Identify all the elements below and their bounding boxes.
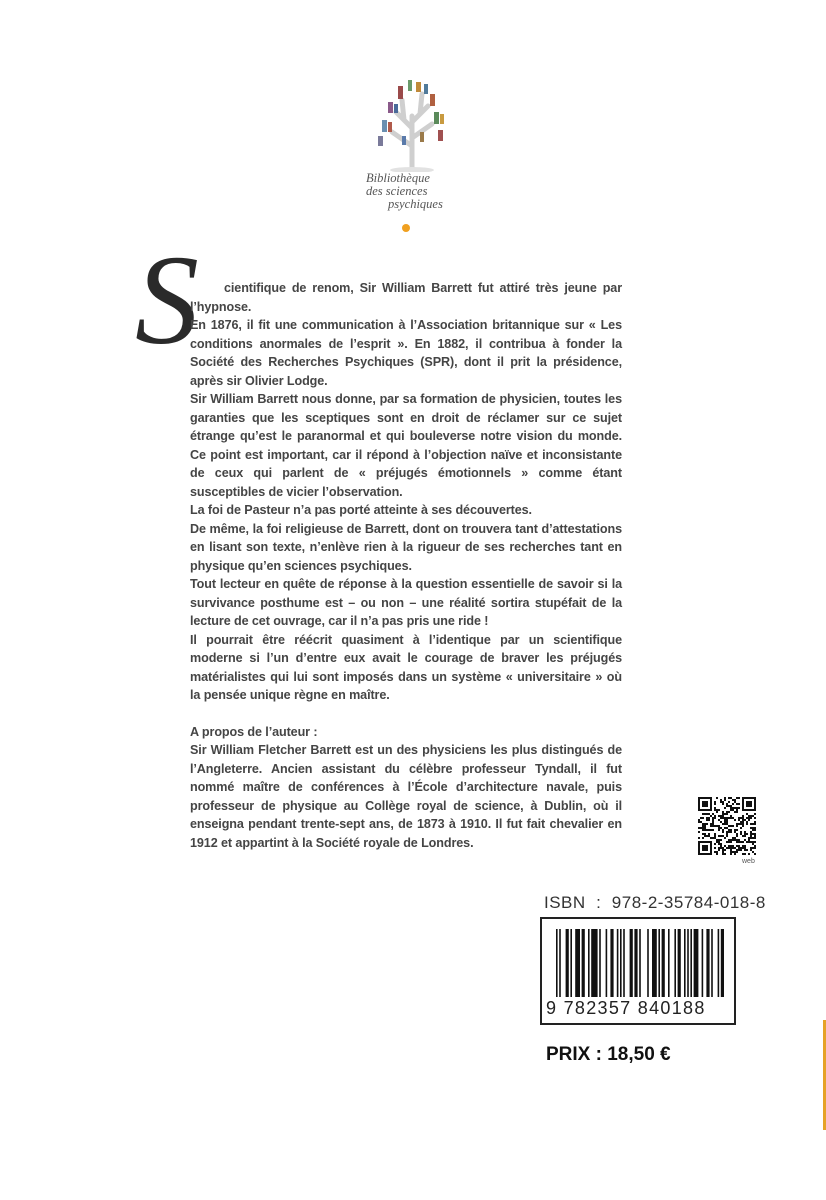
qr-code-icon (698, 797, 756, 855)
paragraph-1: cientifique de renom, Sir William Barrett fut attiré très jeune par l’hypnose. (190, 281, 622, 314)
collection-line-1: Bibliothèque (366, 171, 430, 185)
paragraph-7: Il pourrait être réécrit quasiment à l’identique par un scientifique moderne si l’un d’entre eux avait le courage de braver les préjugés matérialistes qui lui sont imposés dans un système « universitaire » où la pensée unique règne en maître. (190, 632, 622, 702)
collection-title (366, 172, 476, 211)
collection-line-2: des sciences (366, 184, 428, 198)
paragraph-6: Tout lecteur en quête de réponse à la question essentielle de savoir si la survivance posthume est – ou non – une réalité sortira stupéfait de la lecture de cet ouvrage, car il n’a pas pris une ride ! (190, 577, 622, 628)
back-cover-text (190, 279, 622, 852)
isbn: ISBN : 978-2-35784-018-8 (544, 893, 766, 912)
about-text: Sir William Fletcher Barrett est un des physiciens les plus distingués de l’Angleterre. Ancien assistant du célèbre professeur Tyndall, il fut nommé maître de conférences à l’École d’architecture navale, puis professeur de physique au Collège royal de science, à Dublin, où il enseigna pendant trente-sept ans, de 1873 à 1910. Il fut fait chevalier en 1912 et appartint à la Société royale de Londres. (190, 743, 622, 850)
drop-cap: S (135, 229, 199, 371)
barcode (540, 917, 736, 1025)
paragraph-5: De même, la foi religieuse de Barrett, dont on trouvera tant d’attestations en lisant son texte, n’enlève rien à la rigueur de ses recherches tant en physique qu’en sciences psychiques. (190, 521, 622, 573)
accent-dot (402, 224, 410, 232)
collection-line-3: psychiques (388, 197, 443, 211)
qr-label: web (742, 858, 755, 865)
barcode-digits: 9 782357 840188 (546, 998, 706, 1018)
barcode-icon (556, 929, 724, 997)
book-tree-icon (362, 76, 462, 172)
paragraph-4: La foi de Pasteur n’a pas porté atteinte à ses découvertes. (190, 503, 532, 517)
about-heading: A propos de l’auteur : (190, 724, 318, 739)
price: PRIX : 18,50 € (546, 1044, 671, 1065)
paragraph-3: Sir William Barrett nous donne, par sa formation de physicien, toutes les garanties que les sceptiques sont en droit de réclamer sur ce sujet étrange qu’est le paranormal et qui bouleverse notre vision du monde. Ce point est important, car il répond à l’objection naïve et inconsistante de ceux qui parlent de « préjugés émotionnels » comme étant susceptibles de vicier l’observation. (190, 392, 622, 499)
paragraph-2: En 1876, il fit une communication à l’Association britannique sur « Les conditions anormales de l’esprit ». En 1882, il contribua à fonder la Société des Recherches Psychiques (SPR), dont il prit la présidence, après sir Olivier Lodge. (190, 318, 622, 388)
